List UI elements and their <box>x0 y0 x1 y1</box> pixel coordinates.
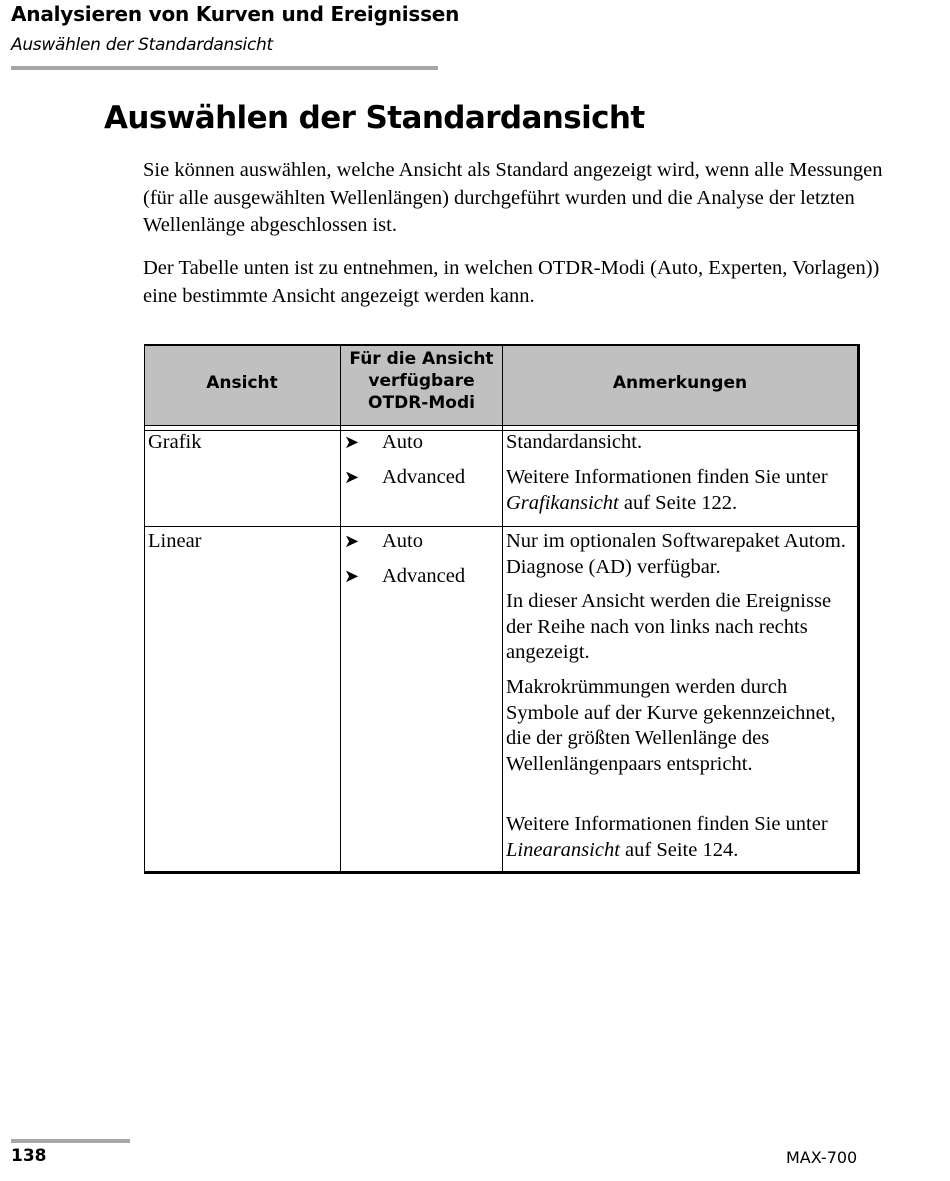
row-linear-mode-auto: ➤ Auto <box>344 529 423 555</box>
header-rule <box>11 66 438 70</box>
row-grafik-mode-advanced: ➤ Advanced <box>344 465 465 491</box>
row-linear-note-order: In dieser Ansicht werden die Ereignisse der Reihe nach von links nach rechts angezeigt. <box>506 590 832 663</box>
row-linear-note-more-info: Weitere Informationen finden Sie unter Linearansicht auf Seite 124. <box>506 813 828 861</box>
row-grafik-note-more-info: Weitere Informationen finden Sie unter Grafikansicht auf Seite 122. <box>506 466 828 514</box>
row-grafik-mode-auto: ➤ Auto <box>344 430 423 456</box>
product-name: MAX-700 <box>786 1148 858 1167</box>
column-header-modes: Für die Ansicht verfügbare OTDR-Modi <box>349 349 494 413</box>
page-title: Auswählen der Standardansicht <box>104 100 645 136</box>
grafikansicht-reference: Grafikansicht <box>506 491 619 514</box>
arrow-bullet-icon: ➤ <box>344 566 360 586</box>
row-linear-note-availability: Nur im optionalen Softwarepaket Autom. Diagnose (AD) verfügbar. <box>506 530 846 578</box>
row-linear-view: Linear <box>148 530 202 552</box>
views-table <box>144 344 860 875</box>
row-linear-note-macrobends: Makrokrümmungen werden durch Symbole auf der Kurve gekennzeichnet, die der größten Wellenlänge des Wellenlängenpaars entspricht. <box>506 676 836 775</box>
column-header-view: Ansicht <box>206 373 278 393</box>
row-grafik-view: Grafik <box>148 431 202 453</box>
intro-paragraph: Sie können auswählen, welche Ansicht als Standard angezeigt wird, wenn alle Messungen (für alle ausgewählten Wellenlängen) durchgeführt wurden und die Analyse der letzten Wellenlänge abgeschlossen ist. <box>143 159 883 236</box>
column-header-notes: Anmerkungen <box>612 373 748 393</box>
row-linear-mode-advanced: ➤ Advanced <box>344 564 465 590</box>
linearansicht-reference: Linearansicht <box>506 838 620 861</box>
arrow-bullet-icon: ➤ <box>344 467 360 487</box>
arrow-bullet-icon: ➤ <box>344 531 360 551</box>
footer-rule <box>11 1139 130 1143</box>
running-header-chapter: Analysieren von Kurven und Ereignissen <box>11 2 460 26</box>
arrow-bullet-icon: ➤ <box>344 432 360 452</box>
table-intro-paragraph: Der Tabelle unten ist zu entnehmen, in welchen OTDR-Modi (Auto, Experten, Vorlagen)) eine bestimmte Ansicht angezeigt werden kann. <box>143 257 880 307</box>
row-grafik-note-default: Standardansicht. <box>506 431 643 453</box>
running-header-section: Auswählen der Standardansicht <box>11 35 273 55</box>
page-number: 138 <box>11 1146 47 1166</box>
